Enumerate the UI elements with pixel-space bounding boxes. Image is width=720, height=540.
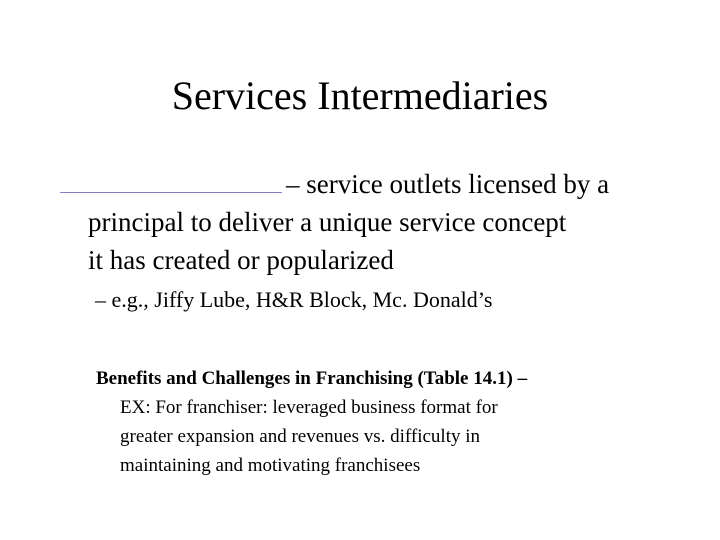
definition-paragraph [60, 164, 680, 279]
definition-line-1: – service outlets licensed by a [286, 169, 610, 199]
definition-line-3: it has created or popularized [88, 245, 394, 275]
benefits-heading: Benefits and Challenges in Franchising (Table 14.1) – [96, 368, 528, 389]
benefits-block [96, 364, 696, 480]
fill-in-blank [60, 164, 282, 193]
benefits-line-2: greater expansion and revenues vs. difficulty in [120, 426, 481, 447]
example-sub-bullet: – e.g., Jiffy Lube, H&R Block, Mc. Donald’s [95, 287, 493, 312]
benefits-line-1: EX: For franchiser: leveraged business format for [120, 397, 498, 418]
definition-first-line [60, 164, 680, 203]
benefits-line-3: maintaining and motivating franchisees [120, 455, 421, 476]
slide-title: Services Intermediaries [171, 73, 549, 118]
definition-line-2: principal to deliver a unique service concept [88, 207, 567, 237]
